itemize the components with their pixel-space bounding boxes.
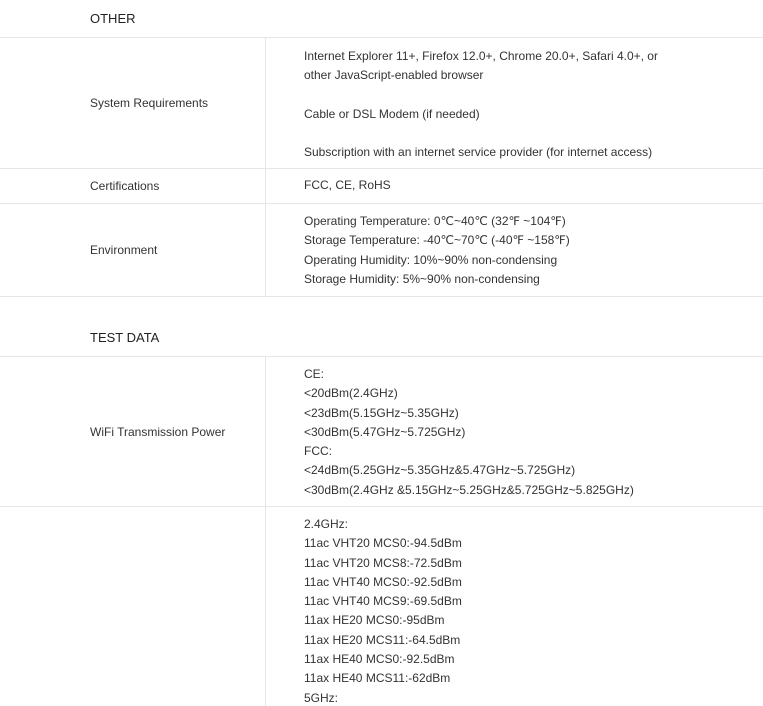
spec-label-certifications: Certifications xyxy=(0,169,266,203)
spec-line: 5GHz: xyxy=(304,690,339,705)
spec-line: 11ac VHT40 MCS9:-69.5dBm xyxy=(304,594,462,609)
spec-label-system-requirements: System Requirements xyxy=(0,38,266,168)
spec-row-wifi-transmission-power xyxy=(0,357,763,507)
spec-line: <23dBm(5.15GHz~5.35GHz) xyxy=(304,405,459,420)
spec-line: 11ac VHT20 MCS8:-72.5dBm xyxy=(304,555,462,570)
spec-line: 11ac VHT20 MCS0:-94.5dBm xyxy=(304,536,462,551)
spec-paragraph-isp xyxy=(304,143,743,162)
spec-line: Operating Humidity: 10%~90% non-condensing xyxy=(304,252,558,267)
spec-line: Storage Temperature: -40℃~70℃ (-40℉ ~158℉) xyxy=(304,233,570,248)
spec-line: Storage Humidity: 5%~90% non-condensing xyxy=(304,271,540,286)
spec-value-system-requirements xyxy=(266,38,763,168)
spec-line: <20dBm(2.4GHz) xyxy=(304,386,398,401)
spec-line: 2.4GHz: xyxy=(304,517,349,531)
section-title-test-data: TEST DATA xyxy=(0,318,763,357)
spec-line: Cable or DSL Modem (if needed) xyxy=(304,106,480,121)
spec-value-wifi-transmission-power xyxy=(266,357,763,506)
spec-line: <30dBm(2.4GHz &5.15GHz~5.25GHz&5.725GHz~5.825GHz) xyxy=(304,482,634,497)
spec-line: 11ax HE40 MCS11:-62dBm xyxy=(304,671,451,686)
section-title-other: OTHER xyxy=(0,0,763,38)
spec-row-certifications xyxy=(0,169,763,204)
spec-line: 11ac VHT40 MCS0:-92.5dBm xyxy=(304,574,462,589)
spec-line: 11ax HE20 MCS11:-64.5dBm xyxy=(304,632,461,647)
spec-line: CE: xyxy=(304,367,325,381)
spec-row-system-requirements xyxy=(0,38,763,169)
spec-line: other JavaScript-enabled browser xyxy=(304,68,484,83)
spec-line: 11ax HE20 MCS0:-95dBm xyxy=(304,613,445,628)
spec-line: Subscription with an internet service provider (for internet access) xyxy=(304,144,653,159)
spec-line: Operating Temperature: 0℃~40℃ (32℉ ~104℉) xyxy=(304,214,566,228)
spec-line: Internet Explorer 11+, Firefox 12.0+, Chrome 20.0+, Safari 4.0+, or xyxy=(304,49,658,63)
spec-line: 11ax HE40 MCS0:-92.5dBm xyxy=(304,652,455,667)
spec-line: FCC: xyxy=(304,444,332,459)
spec-value-receiver-sensitivity xyxy=(266,507,763,706)
spec-label-environment: Environment xyxy=(0,204,266,296)
spec-line: FCC, CE, RoHS xyxy=(304,178,391,192)
spec-line: <30dBm(5.47GHz~5.725GHz) xyxy=(304,424,466,439)
spec-value-environment xyxy=(266,204,763,296)
spec-paragraph-modem xyxy=(304,105,743,124)
spec-row-receiver-sensitivity xyxy=(0,507,763,706)
spec-row-environment xyxy=(0,204,763,297)
spec-label-wifi-transmission-power: WiFi Transmission Power xyxy=(0,357,266,506)
spec-value-certifications xyxy=(266,169,763,203)
spec-paragraph-browser xyxy=(304,47,743,86)
spec-line: <24dBm(5.25GHz~5.35GHz&5.47GHz~5.725GHz) xyxy=(304,463,576,478)
spec-label-receiver-sensitivity xyxy=(0,507,266,706)
